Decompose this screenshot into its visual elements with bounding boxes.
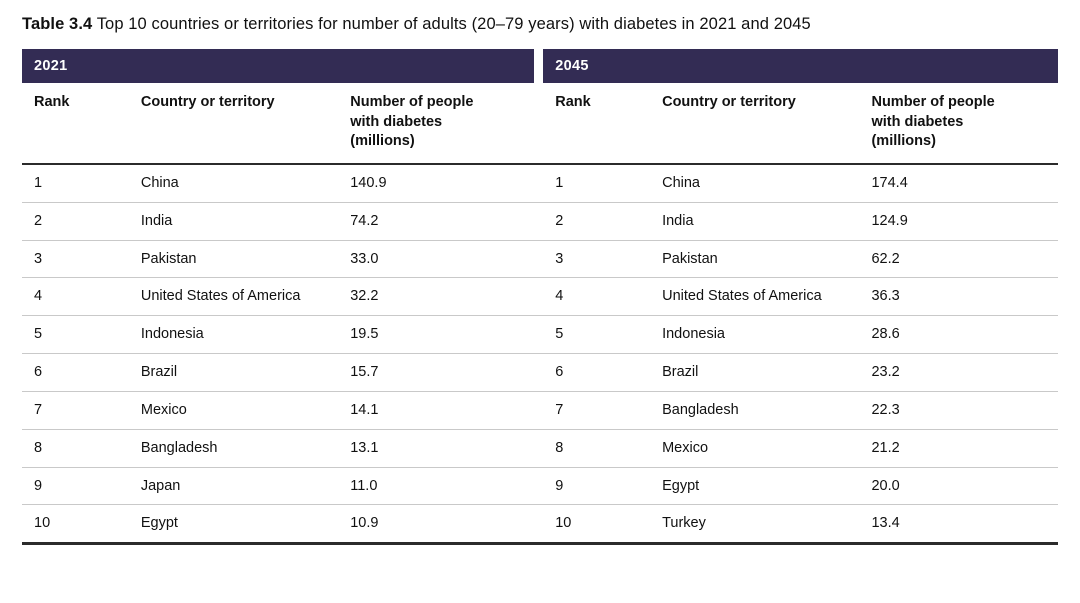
cell-value-2045: 22.3 [859, 391, 1058, 429]
cell-country-2021: Indonesia [129, 316, 338, 354]
caption-label: Table 3.4 [22, 15, 93, 33]
cell-country-2021: Japan [129, 467, 338, 505]
cell-country-2021: Bangladesh [129, 429, 338, 467]
cell-country-2045: India [650, 202, 859, 240]
cell-rank-2021: 7 [22, 391, 129, 429]
cell-value-2021: 14.1 [338, 391, 536, 429]
cell-country-2045: Egypt [650, 467, 859, 505]
cell-country-2045: Mexico [650, 429, 859, 467]
cell-country-2021: Egypt [140, 515, 178, 532]
cell-rank-2045: 7 [543, 391, 650, 429]
table-row [22, 429, 1058, 467]
cell-country-2021: Mexico [129, 391, 338, 429]
cell-rank-2021: 4 [22, 278, 129, 316]
table-row [22, 278, 1058, 316]
cell-value-2045: 174.4 [859, 164, 1058, 202]
cell-rank-2021: 3 [22, 240, 129, 278]
cell-rank-2045: 2 [543, 202, 650, 240]
header-number-line1: Number of people [350, 94, 474, 111]
cell-rank-2021: 2 [22, 202, 129, 240]
cell-country-2045: Brazil [650, 354, 859, 392]
cell-value-2045: 20.0 [859, 467, 1058, 505]
cell-value-2045: 21.2 [859, 429, 1058, 467]
cell-value-2045: 28.6 [859, 316, 1058, 354]
table-row [22, 164, 1058, 202]
table-row [22, 316, 1058, 354]
cell-value-2045: 13.4 [871, 515, 900, 532]
header-rank-2045: Rank [543, 83, 650, 163]
table-column-header-row [22, 83, 1058, 163]
cell-value-2021: 74.2 [338, 202, 536, 240]
table-row [22, 240, 1058, 278]
table-caption [22, 14, 1058, 35]
header-rank-2021: Rank [22, 83, 129, 163]
table-bottom-rule [22, 542, 1058, 545]
cell-country-2045: Bangladesh [650, 391, 859, 429]
header-country-2021: Country or territory [129, 83, 338, 163]
header-number-line3: (millions) [350, 132, 415, 149]
cell-country-2045: Turkey [662, 515, 706, 532]
cell-country-2045: Indonesia [650, 316, 859, 354]
cell-country-2021: Brazil [129, 354, 338, 392]
cell-rank-2045: 8 [543, 429, 650, 467]
cell-rank-2021: 5 [22, 316, 129, 354]
cell-rank-2045: 5 [543, 316, 650, 354]
cell-value-2045: 62.2 [859, 240, 1058, 278]
caption-text: Top 10 countries or territories for number of adults (20–79 years) with diabetes in 2021 and 2045 [96, 15, 811, 33]
cell-country-2021: China [129, 164, 338, 202]
header-country-2045: Country or territory [650, 83, 859, 163]
table-row [22, 391, 1058, 429]
cell-rank-2021: 6 [22, 354, 129, 392]
cell-value-2021: 11.0 [338, 467, 536, 505]
year-band-2021: 2021 [22, 49, 537, 83]
table-row [22, 505, 1058, 542]
cell-country-2045: China [650, 164, 859, 202]
header-number-line2: with diabetes [350, 113, 443, 130]
cell-rank-2045: 4 [543, 278, 650, 316]
cell-rank-2045: 1 [543, 164, 650, 202]
cell-rank-2045: 9 [543, 467, 650, 505]
cell-country-2045: Pakistan [650, 240, 859, 278]
cell-country-2021: Pakistan [129, 240, 338, 278]
header-number-2045 [859, 83, 1058, 163]
cell-rank-2045: 3 [543, 240, 650, 278]
header-number-line3: (millions) [871, 132, 936, 149]
cell-value-2021: 13.1 [338, 429, 536, 467]
cell-value-2045: 124.9 [859, 202, 1058, 240]
table-row [22, 467, 1058, 505]
cell-country-2045: United States of America [650, 278, 859, 316]
cell-value-2021: 10.9 [350, 515, 379, 532]
cell-country-2021: India [129, 202, 338, 240]
cell-value-2021: 19.5 [338, 316, 536, 354]
cell-rank-2021: 8 [22, 429, 129, 467]
table-row [22, 202, 1058, 240]
cell-rank-2021: 1 [22, 164, 129, 202]
cell-value-2045: 23.2 [859, 354, 1058, 392]
diabetes-top10-table [22, 49, 1058, 542]
cell-value-2021: 32.2 [338, 278, 536, 316]
table-row [22, 354, 1058, 392]
cell-value-2021: 15.7 [338, 354, 536, 392]
header-number-line2: with diabetes [871, 113, 964, 130]
cell-rank-2021: 9 [22, 467, 129, 505]
cell-country-2021: United States of America [129, 278, 338, 316]
header-number-line1: Number of people [871, 94, 995, 111]
cell-value-2021: 140.9 [338, 164, 536, 202]
cell-value-2021: 33.0 [338, 240, 536, 278]
cell-rank-2045: 10 [555, 515, 572, 532]
cell-rank-2045: 6 [543, 354, 650, 392]
cell-value-2045: 36.3 [859, 278, 1058, 316]
year-band-2045: 2045 [543, 49, 1058, 83]
table-year-band-row [22, 49, 1058, 83]
cell-rank-2021: 10 [34, 515, 51, 532]
header-number-2021 [338, 83, 536, 163]
